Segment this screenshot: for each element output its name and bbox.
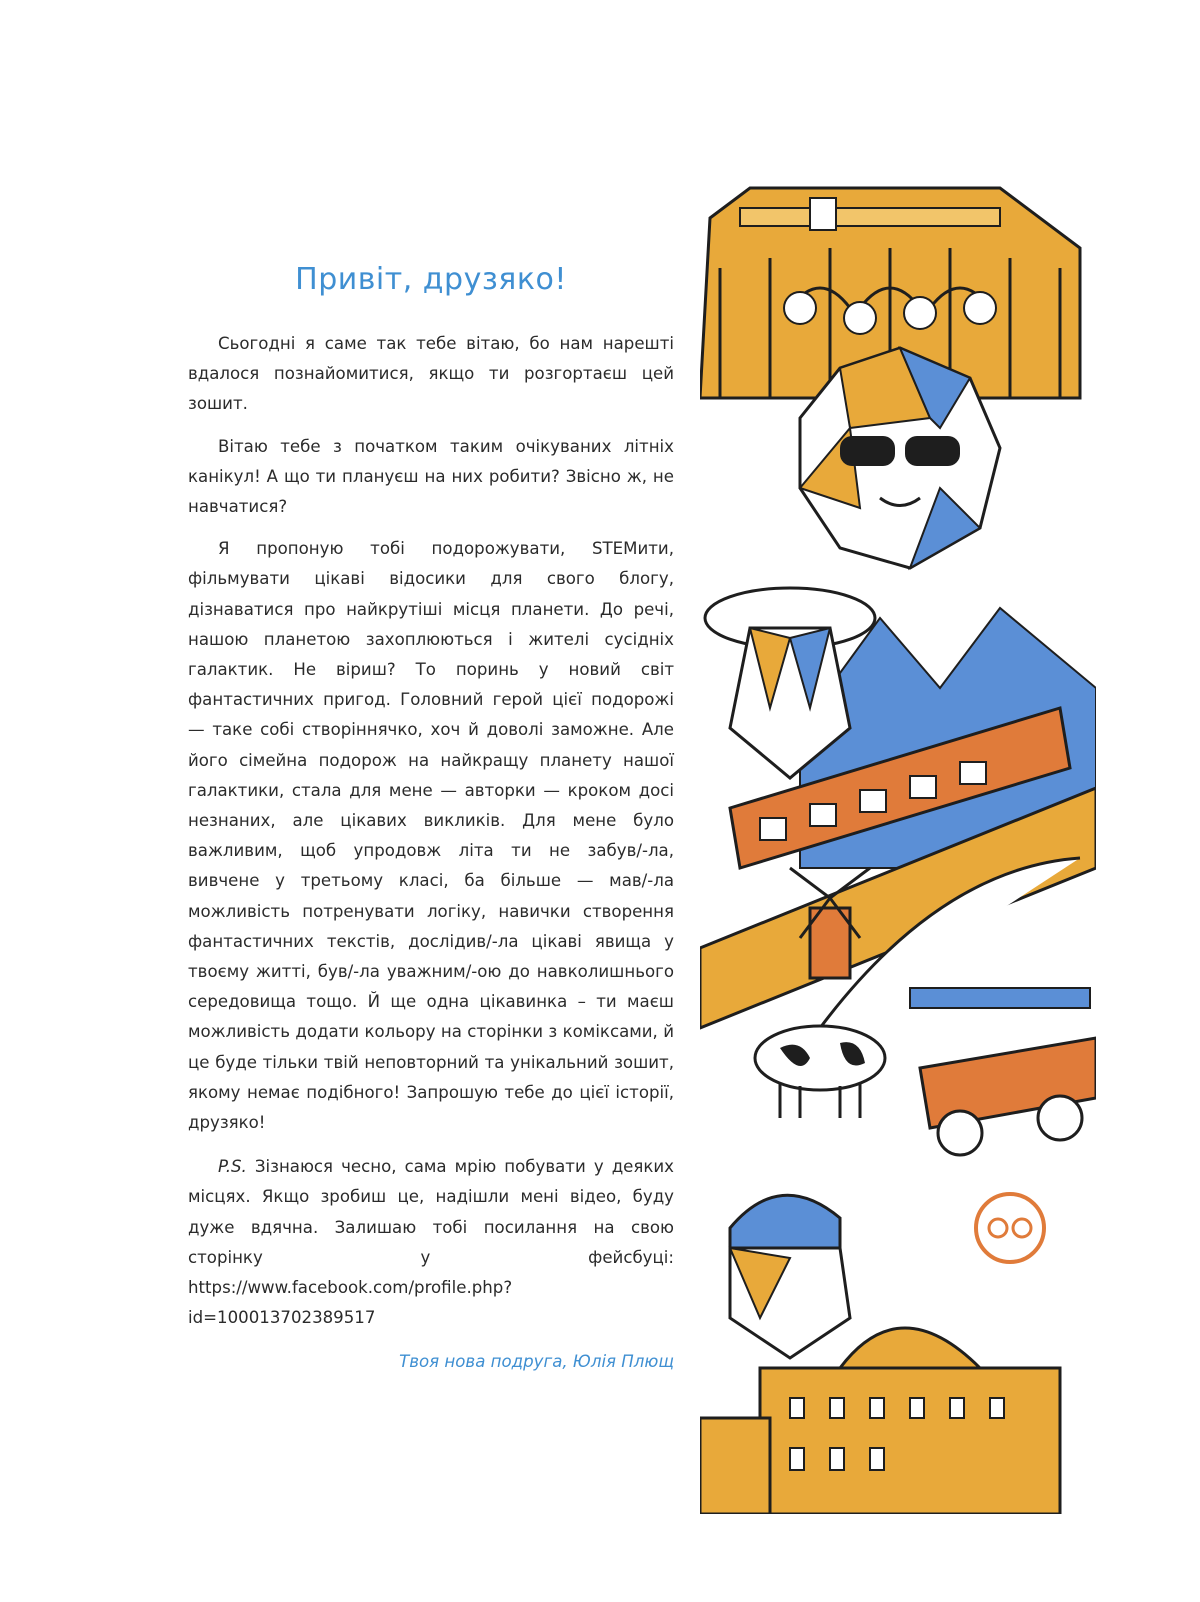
paragraph-intro: Сьогодні я саме так тебе вітаю, бо нам нарешті вдалося познайомитися, якщо ти розгортаєш цей зошит. <box>188 334 674 414</box>
cap-character-drawing <box>730 1195 850 1358</box>
paragraph-holidays: Вітаю тебе з початком таким очікуваних літніх канікул! А що ти плануєш на них робити? Звісно ж, не навчатися? <box>188 436 674 517</box>
illustration-svg <box>700 168 1096 1514</box>
parliament-building-drawing <box>700 1328 1060 1514</box>
author-signature: Твоя нова подруга, Юлія Плющ <box>399 1351 674 1371</box>
ps-text: Зізнаюся чесно, сама мрію побувати у деяких місцях. Якщо зробиш це, надішли мені відео, буду дуже вдячна. Залишаю тобі посилання на свою сторінку у фейсбуці: https://www.facebook.com/profile.php?id=100013702389517 <box>188 1157 674 1328</box>
page-title: Привіт, друзяко! <box>295 262 567 297</box>
ps-label: P.S. <box>218 1157 247 1177</box>
sun-character-sunglasses-drawing <box>800 348 1000 568</box>
small-sun-glasses-drawing <box>976 1194 1044 1262</box>
paragraph-ps <box>188 1152 674 1333</box>
text-column <box>188 248 674 1371</box>
travel-illustration <box>700 168 1096 1514</box>
paragraph-main: Я пропоную тобі подорожувати, STEMити, фільмувати цікаві відосики для свого блогу, дізнаватися про найкрутіші місця планети. До речі, нашою планетою захоплюються і жителі сусідніх галактик. Не віриш? То поринь у новий світ фантастичних пригод. Головний герой цієї подорожі — таке собі створіннячко, хоч й доволі заможне. Але його сімейна подорож на найкращу планету нашої галактики, стала для мене — авторки — кроком досі незнаних, але цікавих викликів. Для мене було важливим, щоб упродовж літа ти не забув/-ла, вивчене у третьому класі, ба більше — мав/-ла можливість потренувати логіку, навички створення фантастичних текстів, дослідив/-ла цікаві явища у твоєму житті, був/-ла уважним/-ою до навколишнього середовища тощо. Й ще одна цікавинка – ти маєш можливість додати кольору на сторінки з коміксами, й це буде тільки твій неповторний та унікальний зошит, якому немає подібного! Запрошую тебе до цієї історії, друзяко! <box>188 539 674 1133</box>
golf-cart-drawing <box>910 988 1096 1155</box>
